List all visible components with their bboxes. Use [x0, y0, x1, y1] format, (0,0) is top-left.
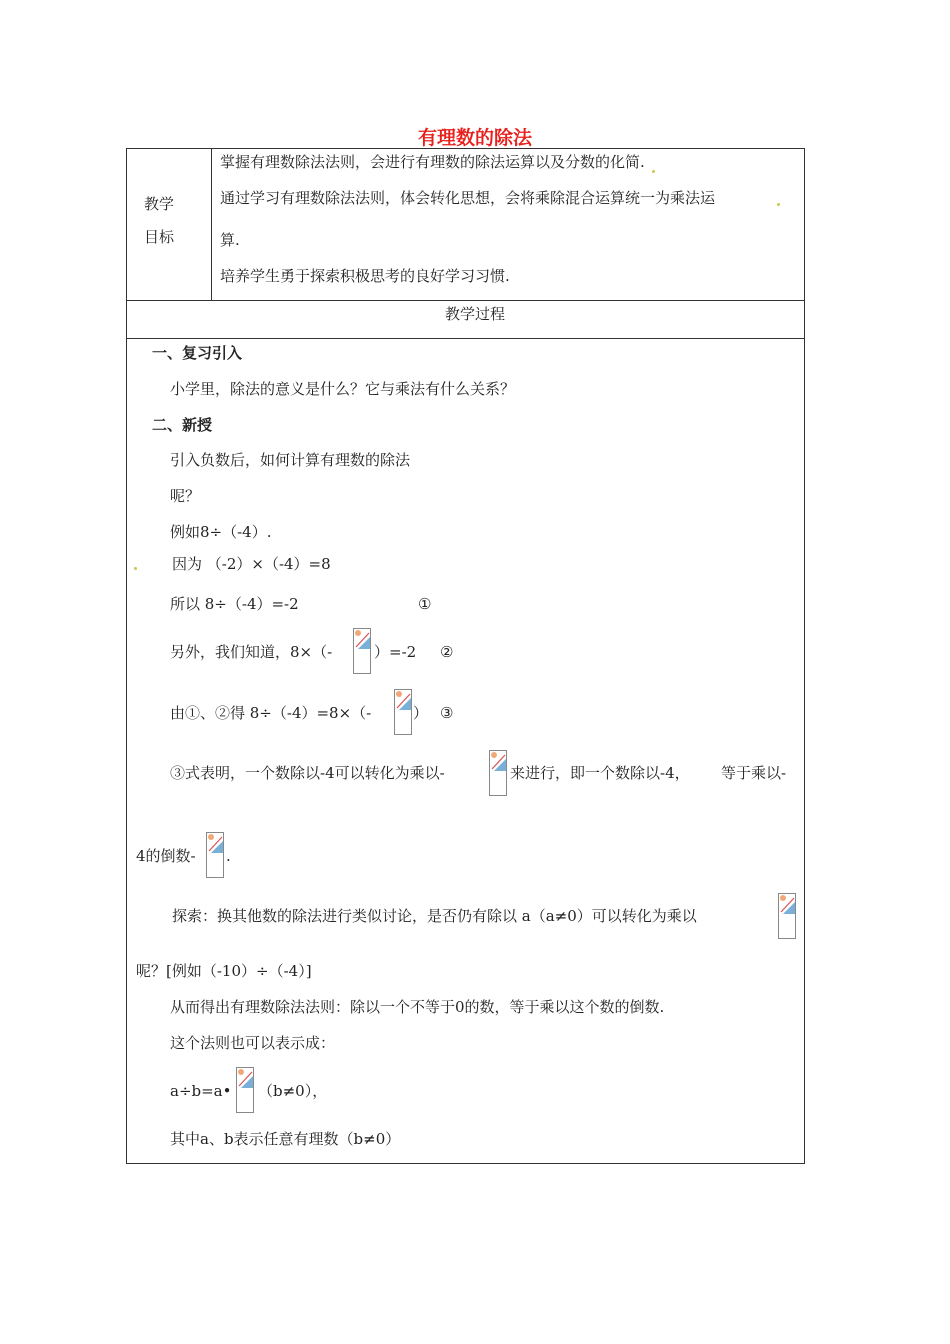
paragraph: . — [226, 847, 231, 865]
section-header: 教学过程 — [444, 305, 505, 323]
fraction-image-icon — [778, 893, 796, 939]
objective-text: 掌握有理数除法法则，会进行有理数的除法运算以及分数的化简. — [220, 153, 645, 171]
column-divider — [211, 149, 212, 300]
speck — [134, 567, 137, 570]
paragraph: 引入负数后，如何计算有理数的除法 — [170, 451, 411, 469]
paragraph: 呢？ — [170, 487, 201, 505]
paragraph: 其中a、b表示任意有理数（b≠0） — [170, 1130, 401, 1148]
paragraph: ）=-2 — [374, 643, 417, 661]
formula: （b≠0）， — [258, 1082, 328, 1100]
objective-text: 通过学习有理数除法法则，体会转化思想，会将乘除混合运算统一为乘法运 — [220, 189, 716, 207]
paragraph: 小学里，除法的意义是什么？它与乘法有什么关系？ — [170, 380, 516, 398]
fraction-image-icon — [489, 750, 507, 796]
equation-marker: ② — [440, 643, 454, 661]
speck — [652, 170, 655, 173]
paragraph: 探索：换其他数的除法进行类似讨论，是否仍有除以 a（a≠0）可以转化为乘以 — [172, 907, 697, 925]
paragraph: 因为 （-2）×（-4）=8 — [172, 555, 331, 573]
formula: a÷b=a• — [170, 1082, 232, 1100]
paragraph: 4的倒数- — [136, 847, 196, 865]
equation-marker: ③ — [440, 704, 454, 722]
paragraph: 等于乘以- — [721, 764, 787, 782]
paragraph: 另外，我们知道，8×（- — [170, 643, 333, 661]
page-title: 有理数的除法 — [417, 127, 532, 149]
paragraph: 例如8÷（-4）. — [170, 523, 272, 541]
paragraph: ③式表明，一个数除以-4可以转化为乘以- — [170, 764, 445, 782]
fraction-image-icon — [236, 1067, 254, 1113]
paragraph: 呢？[例如（-10）÷（-4）] — [136, 962, 312, 980]
section-heading: 二、新授 — [152, 416, 213, 434]
objectives-label: 教学 — [144, 195, 175, 213]
paragraph: 从而得出有理数除法法则：除以一个不等于0的数，等于乘以这个数的倒数. — [170, 998, 665, 1016]
speck — [777, 203, 780, 206]
paragraph: 这个法则也可以表示成： — [170, 1034, 336, 1052]
row-divider — [127, 338, 804, 339]
paragraph: ） — [413, 704, 429, 722]
paragraph: 由①、②得 8÷（-4）=8×（- — [170, 704, 372, 722]
paragraph: 来进行，即一个数除以-4， — [510, 764, 690, 782]
row-divider — [127, 300, 804, 301]
objective-text: 算. — [220, 231, 240, 249]
equation-marker: ① — [418, 595, 432, 613]
section-heading: 一、复习引入 — [152, 344, 243, 362]
objectives-label: 目标 — [144, 228, 175, 246]
paragraph: 所以 8÷（-4）=-2 — [170, 595, 299, 613]
fraction-image-icon — [394, 689, 412, 735]
objective-text: 培养学生勇于探索积极思考的良好学习习惯. — [220, 267, 510, 285]
fraction-image-icon — [353, 628, 371, 674]
fraction-image-icon — [206, 832, 224, 878]
